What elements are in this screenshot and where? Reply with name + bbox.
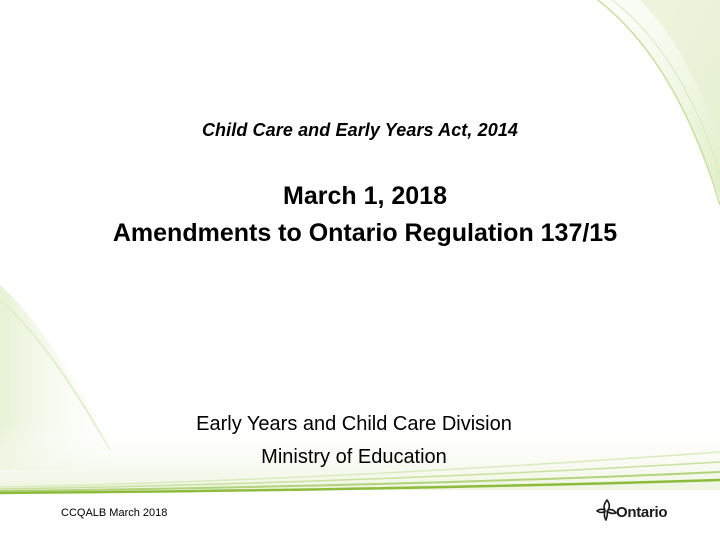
ontario-logo (594, 497, 674, 525)
footer-label: CCQALB March 2018 (61, 507, 168, 519)
ontario-wordmark: Ontario (616, 504, 668, 521)
title-date-line: March 1, 2018 (283, 182, 447, 210)
ministry-name: Ministry of Education (261, 446, 447, 468)
division-name: Early Years and Child Care Division (196, 413, 512, 435)
division-info (0, 408, 708, 474)
act-subtitle: Child Care and Early Years Act, 2014 (201, 120, 519, 140)
title-regulation-line: Amendments to Ontario Regulation 137/15 (112, 219, 618, 247)
slide-title (0, 178, 720, 252)
